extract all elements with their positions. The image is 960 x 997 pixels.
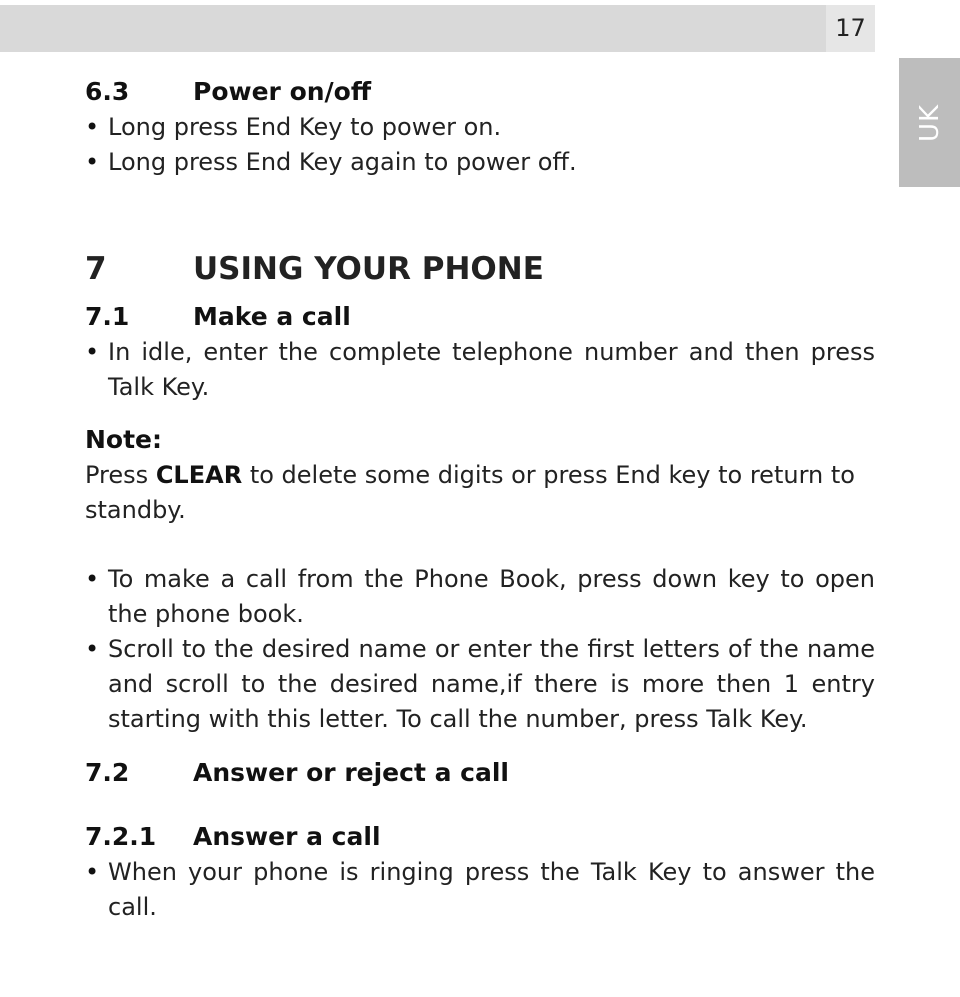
- section-title: Make a call: [193, 302, 351, 331]
- section-number: 6.3: [85, 77, 130, 106]
- page-content: [85, 74, 875, 925]
- section-6-3-list: [85, 110, 875, 180]
- list-item: • Long press End Key again to power off.: [85, 145, 875, 180]
- section-6-3-heading: [85, 74, 875, 110]
- list-item: • Long press End Key to power on.: [85, 110, 875, 145]
- list-item: • In idle, enter the complete telephone number and then press Talk Key.: [85, 335, 875, 405]
- note-prefix: Press: [85, 461, 149, 489]
- chapter-title: USING YOUR PHONE: [193, 251, 544, 287]
- section-title: Answer a call: [193, 822, 381, 851]
- chapter-number: 7: [85, 251, 107, 287]
- list-item: • To make a call from the Phone Book, press down key to open the phone book.: [85, 562, 875, 632]
- header-bar: [0, 5, 826, 52]
- section-7-1-heading: [85, 299, 875, 335]
- section-number: 7.1: [85, 302, 130, 331]
- section-7-1-list-b: [85, 562, 875, 737]
- section-title: Power on/off: [193, 77, 372, 106]
- section-title: Answer or reject a call: [193, 758, 510, 787]
- list-item: • When your phone is ringing press the Talk Key to answer the call.: [85, 855, 875, 925]
- language-tab-label: UK: [914, 103, 945, 142]
- section-number: 7.2: [85, 758, 130, 787]
- note-label: Note:: [85, 425, 163, 454]
- note-text: [85, 458, 875, 528]
- section-7-1-list-a: [85, 335, 875, 405]
- list-item: • Scroll to the desired name or enter the first letters of the name and scroll to the desired name,if there is more then 1 entry starting with this letter. To call the number, press Talk Key.: [85, 632, 875, 737]
- section-7-2-1-heading: [85, 819, 875, 855]
- chapter-7-heading: [85, 249, 875, 289]
- clear-key-label: CLEAR: [155, 461, 243, 489]
- section-number: 7.2.1: [85, 822, 157, 851]
- note-suffix: to delete some digits or press End key to return to standby.: [85, 461, 855, 524]
- section-7-2-heading: [85, 755, 875, 791]
- page-number: 17: [826, 5, 875, 52]
- language-tab: [899, 58, 960, 187]
- section-7-2-1-list: [85, 855, 875, 925]
